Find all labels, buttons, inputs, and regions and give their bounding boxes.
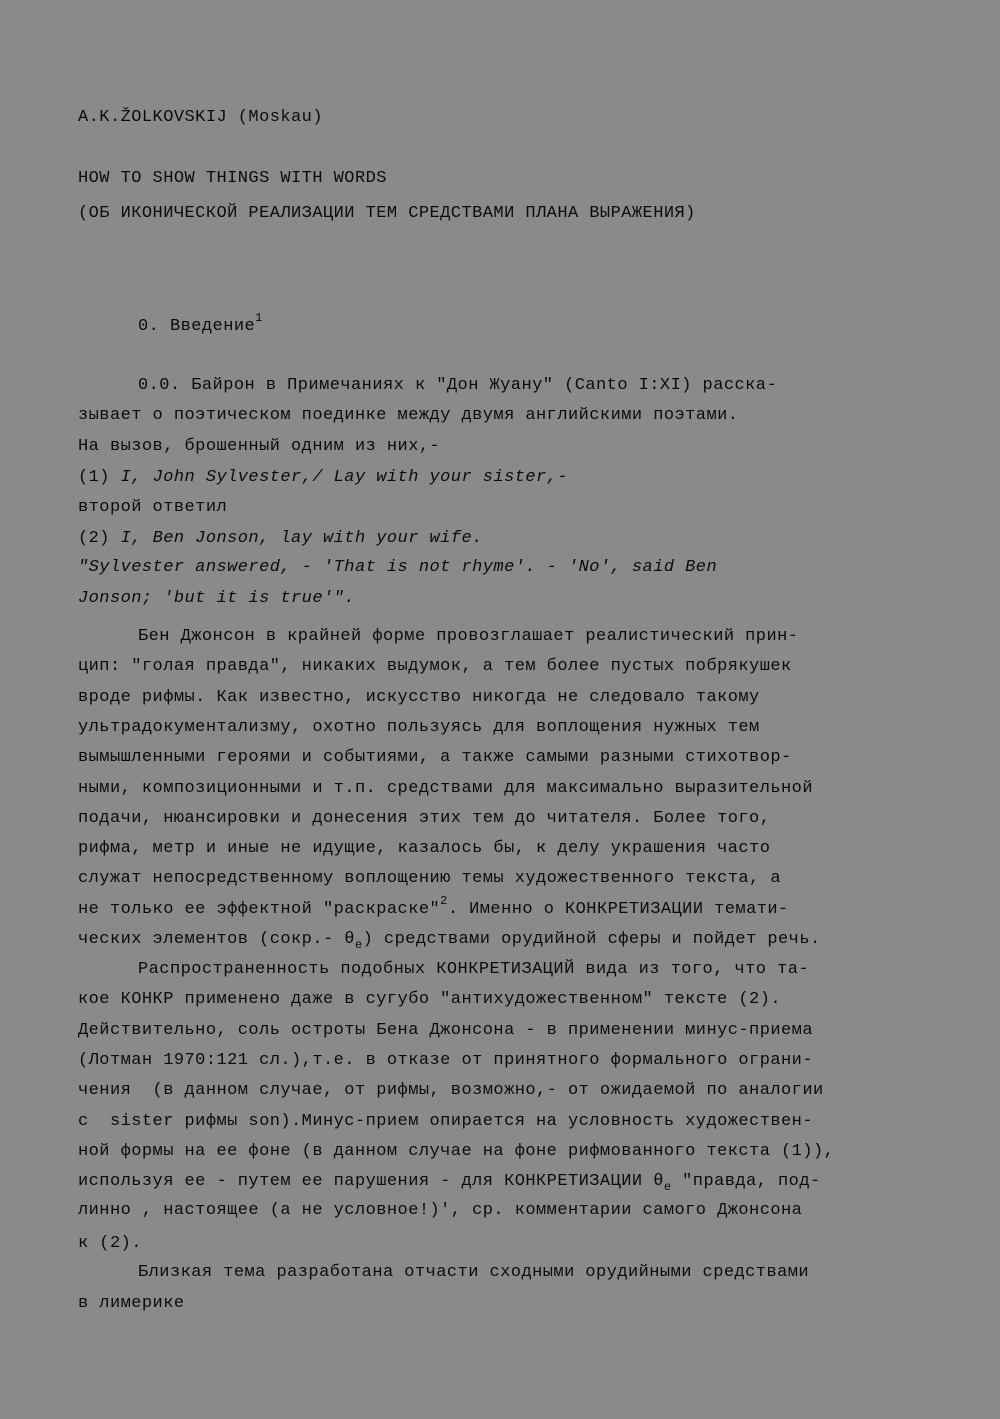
quote-line-2 [78,529,483,549]
text-line: (Лотман 1970:121 сл.),т.е. в отказе от принятного формального ограни- [78,1051,813,1070]
paper-subtitle: (ОБ ИКОНИЧЕСКОЙ РЕАЛИЗАЦИИ ТЕМ СРЕДСТВАМИ ПЛАНА ВЫРАЖЕНИЯ) [78,204,696,223]
text-line [78,1172,821,1192]
text-span: используя ее - путем ее парушения - для КОНКРЕТИЗАЦИИ θ [78,1172,664,1191]
text-line [78,930,821,950]
section-heading [138,311,263,337]
text-line [78,894,789,920]
text-line: ультрадокументализму, охотно пользуясь для воплощения нужных тем [78,718,760,737]
text-line: вымышленными героями и событиями, а также самыми разными стихотвор- [78,748,792,767]
text-line: рифма, метр и иные не идущие, казалось бы, к делу украшения часто [78,839,771,858]
text-span: . Именно о КОНКРЕТИЗАЦИИ темати- [447,900,789,919]
text-line: второй ответил [78,498,228,517]
text-line: вроде рифмы. Как известно, искусство никогда не следовало такому [78,688,760,707]
text-line: зывает о поэтическом поединке между двумя английскими поэтами. [78,406,739,425]
paper-title: HOW TO SHOW THINGS WITH WORDS [78,169,387,188]
text-span: ) средствами орудийной сферы и пойдет речь. [362,930,821,949]
author-line: A.K.ŽOLKOVSKIJ (Moskau) [78,108,323,127]
text-line: ной формы на ее фоне (в данном случае на фоне рифмованного текста (1)), [78,1142,835,1161]
text-line: Близкая тема разработана отчасти сходными орудийными средствами [138,1263,810,1282]
text-line: подачи, нюансировки и донесения этих тем до читателя. Более того, [78,809,771,828]
text-line: с sister рифмы son).Минус-прием опирается на условность художествен- [78,1112,813,1131]
quote-text: I, John Sylvester,/ Lay with your sister,- [120,468,568,487]
text-line: в лимерике [78,1294,185,1313]
subscript: e [663,1180,672,1194]
text-span: ческих элементов (сокр.- θ [78,930,355,949]
text-line: служат непосредственному воплощению темы художественного текста, а [78,869,782,888]
text-line: цип: "голая правда", никаких выдумок, а тем более пустых побрякушек [78,657,792,676]
text-span: "правда, под- [671,1172,821,1191]
quote-text: I, Ben Jonson, lay with your wife. [120,529,483,548]
section-heading-text: 0. Введение [138,317,256,336]
footnote-marker: 1 [255,311,263,325]
text-line: Бен Джонсон в крайней форме провозглашает реалистический прин- [138,627,799,646]
text-line: линно , настоящее (а не условное!)', ср. комментарии самого Джонсона [78,1201,803,1220]
subscript: e [354,938,363,952]
text-line: Действительно, соль остроты Бена Джонсона - в применении минус-приема [78,1021,813,1040]
text-line: Распространенность подобных КОНКРЕТИЗАЦИЙ вида из того, что та- [138,960,810,979]
text-line: к (2). [78,1234,142,1253]
example-number: (1) [78,468,121,487]
example-number: (2) [78,529,121,548]
text-line: ными, композиционными и т.п. средствами для максимально выразительной [78,779,813,798]
text-line: 0.0. Байрон в Примечаниях к "Дон Жуану" (Canto I:XI) расска- [138,376,778,395]
text-line: кое КОНКР применено даже в сугубо "антихудожественном" тексте (2). [78,990,782,1009]
footnote-marker: 2 [440,894,448,908]
quote-line: "Sylvester answered, - 'That is not rhyme'. - 'No', said Ben [78,558,718,577]
text-line: На вызов, брошенный одним из них,- [78,437,441,456]
text-span: не только ее эффектной "раскраске" [78,900,441,919]
text-line: чения (в данном случае, от рифмы, возможно,- от ожидаемой по аналогии [78,1081,824,1100]
quote-line-1 [78,468,568,488]
quote-line: Jonson; 'but it is true'". [78,589,355,608]
